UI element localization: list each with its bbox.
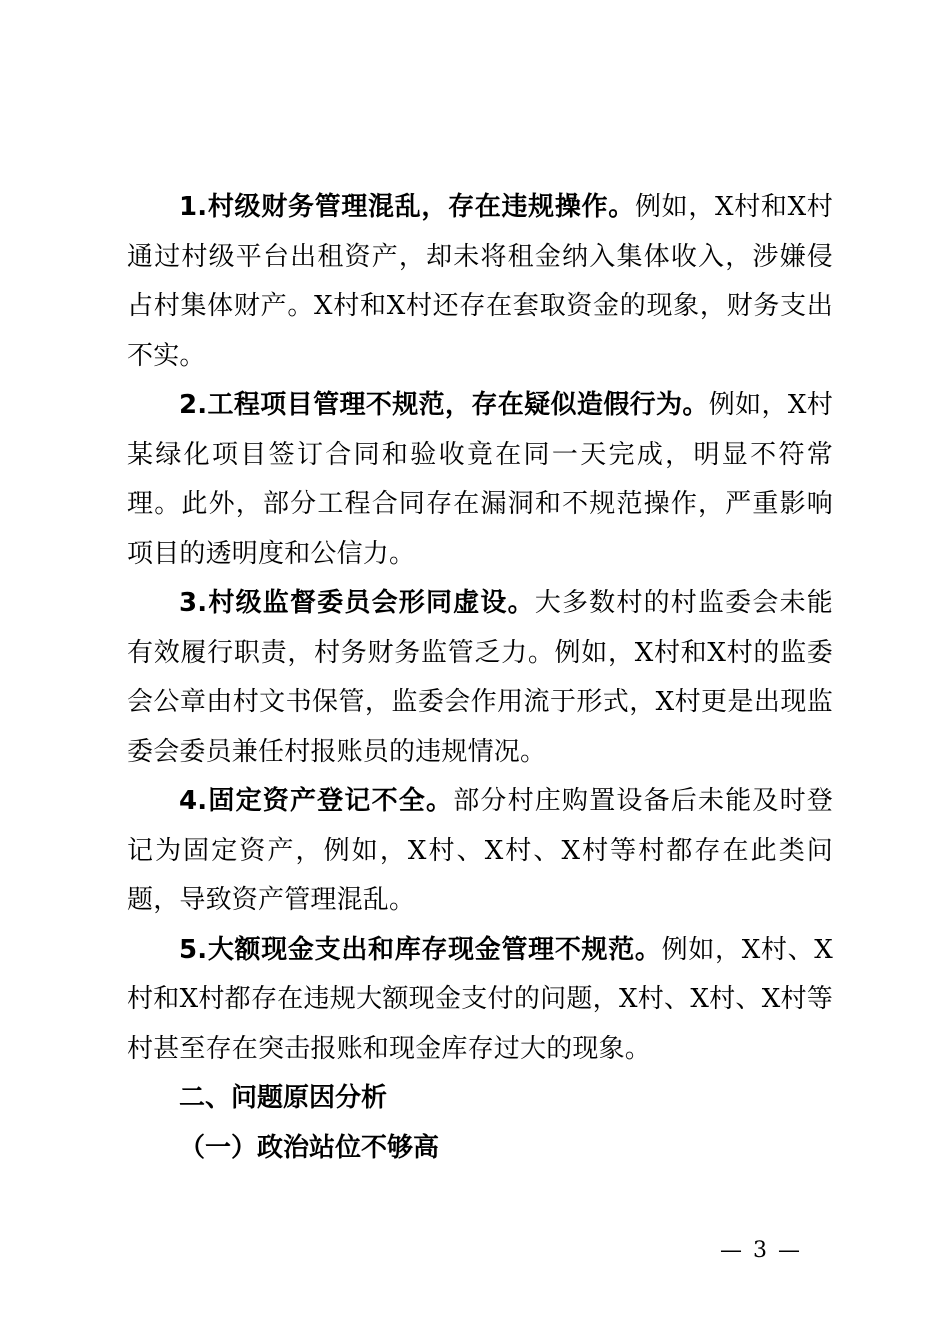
paragraph-2-body: 例如，X村某绿化项目签订合同和验收竟在同一天完成，明显不符常理。此外，部分工程合同存在漏洞和不规范操作，严重影响项目的透明度和公信力。 [127,390,833,569]
paragraph-2 [127,381,833,579]
paragraph-1 [127,183,833,381]
subsection-heading: （一）政治站位不够高 [179,1132,440,1163]
paragraph-4 [127,777,833,926]
document-body [127,183,833,1173]
paragraph-3 [127,579,833,777]
section-heading: 二、问题原因分析 [179,1083,388,1113]
paragraph-5-lead: 5.大额现金支出和库存现金管理不规范。 [179,934,662,965]
paragraph-5-body: 例如，X村、X村和X村都存在违规大额现金支付的问题，X村、X村、X村等村甚至存在突击报账和现金库存过大的现象。 [127,934,833,1064]
paragraph-2-lead: 2.工程项目管理不规范，存在疑似造假行为。 [179,390,709,420]
paragraph-3-lead: 3.村级监督委员会形同虚设。 [179,588,535,618]
paragraph-1-body: 例如，X村和X村通过村级平台出租资产，却未将租金纳入集体收入，涉嫌侵占村集体财产。X村和X村还存在套取资金的现象，财务支出不实。 [127,192,833,371]
paragraph-5 [127,926,833,1075]
paragraph-4-body: 部分村庄购置设备后未能及时登记为固定资产，例如，X村、X村、X村等村都存在此类问题，导致资产管理混乱。 [127,786,833,915]
page-number: — 3 — [720,1238,802,1263]
paragraph-1-lead: 1.村级财务管理混乱，存在违规操作。 [179,192,635,222]
paragraph-3-body: 大多数村的村监委会未能有效履行职责，村务财务监管乏力。例如，X村和X村的监委会公章由村文书保管，监委会作用流于形式，X村更是出现监委会委员兼任村报账员的违规情况。 [127,588,833,767]
paragraph-4-lead: 4.固定资产登记不全。 [179,786,454,816]
